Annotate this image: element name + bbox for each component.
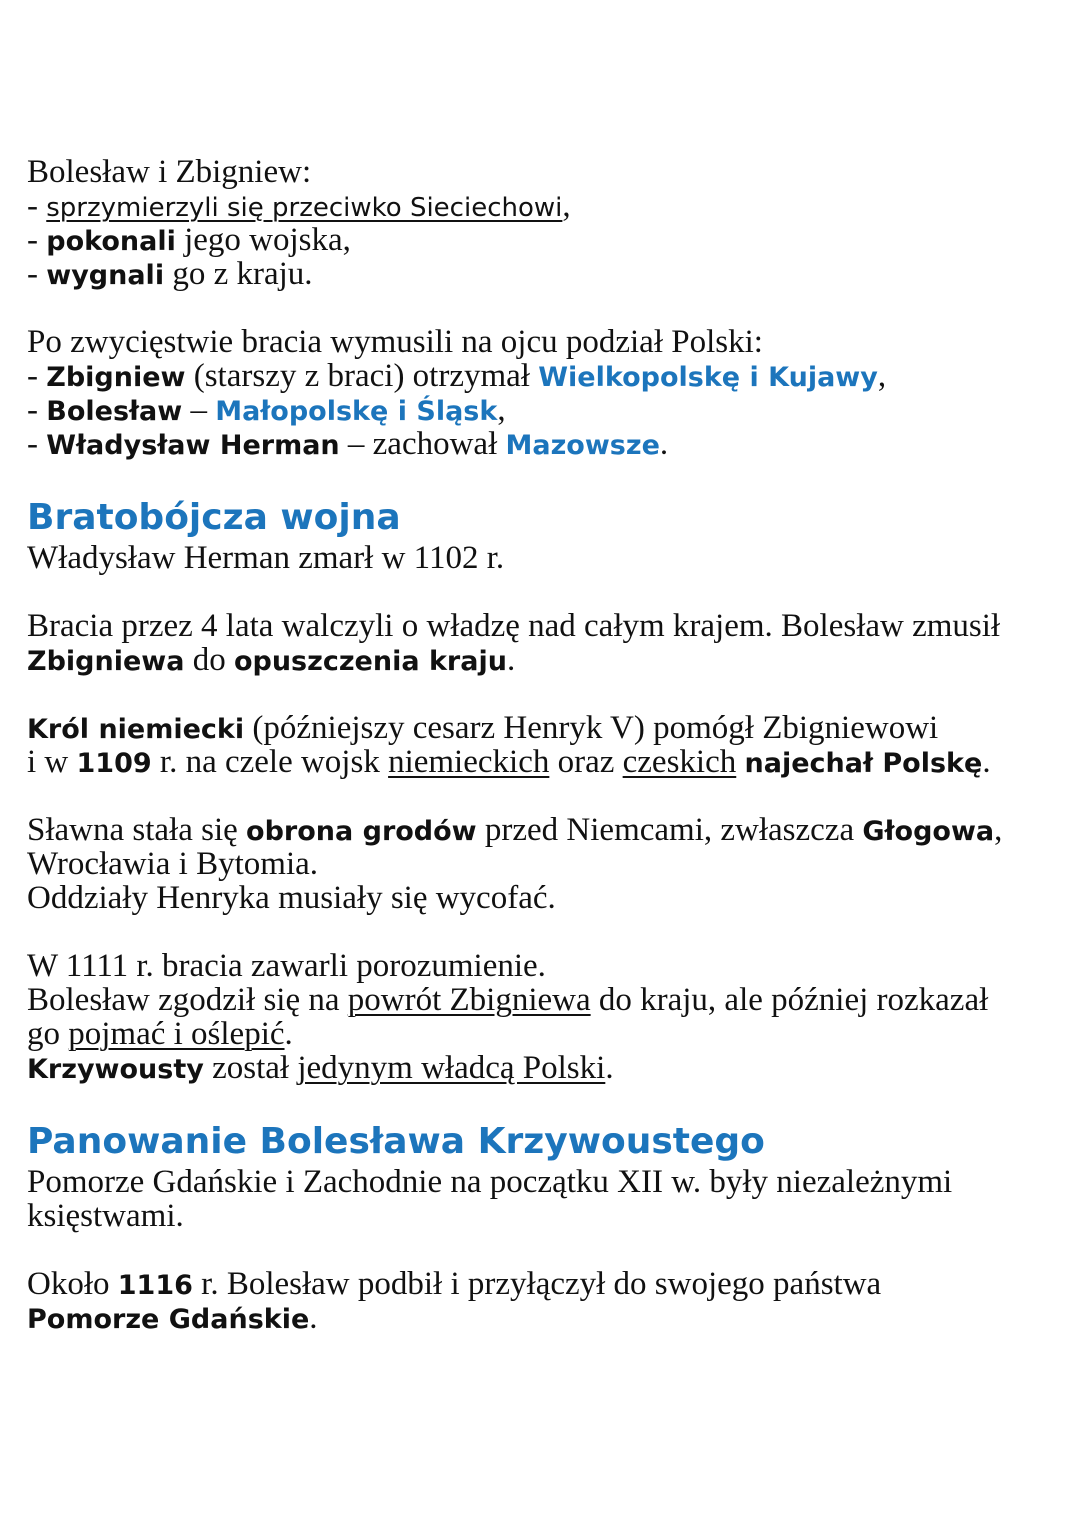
text-line	[27, 813, 1080, 847]
text: go	[27, 1016, 69, 1052]
blank-line	[27, 677, 1080, 711]
text: .	[309, 1300, 318, 1336]
text-line: W 1111 r. bracia zawarli porozumienie.	[27, 948, 546, 984]
bold-text: 1116	[117, 1270, 193, 1301]
text: r. Bolesław podbił i przyłączył do swojego państwa	[192, 1266, 882, 1302]
text-line	[27, 223, 1080, 257]
list-dash: -	[27, 188, 47, 224]
text-line: księstwami.	[27, 1198, 184, 1234]
text: ,	[877, 358, 887, 394]
list-dash: -	[27, 392, 47, 428]
text-line	[27, 1267, 1080, 1301]
text: (starszy z braci) otrzymał	[185, 358, 539, 394]
text: .	[605, 1050, 614, 1086]
bold-text: obrona grodów	[246, 816, 477, 847]
text: Sławna stała się	[27, 812, 247, 848]
blank-line	[27, 915, 1080, 949]
bold-text: 1109	[76, 748, 152, 779]
text: ,	[497, 392, 506, 428]
blank-line	[27, 461, 1080, 495]
highlighted-region: Małopolskę i Śląsk	[215, 396, 498, 427]
section-heading: Panowanie Bolesława Krzywoustego	[27, 1121, 765, 1162]
text: r. na czele wojsk	[151, 744, 389, 780]
section-heading: Bratobójcza wojna	[27, 497, 401, 538]
text: go z kraju.	[164, 256, 313, 292]
text: przed Niemcami, zwłaszcza	[476, 812, 863, 848]
text-line: Po zwycięstwie bracia wymusili na ojcu podział Polski:	[27, 324, 763, 360]
bold-text: Krzywousty	[27, 1054, 204, 1085]
text: Około	[27, 1266, 118, 1302]
highlighted-region: Mazowsze	[505, 430, 660, 461]
blank-line	[27, 1233, 1080, 1267]
text-line	[27, 427, 1080, 461]
text: do	[184, 642, 234, 678]
underlined-text: powrót Zbigniewa	[347, 982, 591, 1018]
bold-text: Zbigniew	[46, 362, 186, 393]
text: .	[284, 1016, 293, 1052]
text: jego wojska,	[175, 222, 351, 258]
text-line	[27, 359, 1080, 393]
text-line	[27, 1051, 1080, 1085]
text-line: Oddziały Henryka musiały się wycofać.	[27, 880, 556, 916]
bold-text: najechał Polskę	[744, 748, 983, 779]
blank-line	[27, 291, 1080, 325]
text-line	[27, 257, 1080, 291]
text: –	[182, 392, 216, 428]
bold-text: pokonali	[46, 226, 176, 257]
list-dash: -	[27, 222, 47, 258]
blank-line	[27, 779, 1080, 813]
bold-text: Bolesław	[46, 396, 183, 427]
text-line	[27, 1301, 1080, 1335]
blank-line	[27, 575, 1080, 609]
highlighted-region: Wielkopolskę i Kujawy	[538, 362, 878, 393]
text-line: Bracia przez 4 lata walczyli o władzę nad całym krajem. Bolesław zmusił	[27, 608, 1001, 644]
text: .	[506, 642, 516, 678]
text-line	[27, 393, 1080, 427]
text: ,	[994, 812, 1003, 848]
text: Bolesław zgodził się na	[27, 982, 348, 1018]
text-line	[27, 983, 1080, 1017]
text	[736, 744, 744, 780]
section-brothers-alliance	[27, 155, 1080, 495]
bold-text: Pomorze Gdańskie	[27, 1304, 310, 1335]
text: oraz	[549, 744, 623, 780]
text-line: Władysław Herman zmarł w 1102 r.	[27, 540, 505, 576]
underlined-text: pojmać i oślepić	[68, 1016, 285, 1052]
section-fratricidal-war	[27, 495, 1080, 1119]
bold-text: Zbigniewa	[27, 646, 185, 677]
text: .	[982, 744, 991, 780]
text-line: Bolesław i Zbigniew:	[27, 154, 312, 190]
text-line	[27, 1017, 1080, 1051]
text-line	[27, 711, 1080, 745]
section-reign	[27, 1119, 1080, 1335]
text: do kraju, ale później rozkazał	[590, 982, 989, 1018]
bold-text: Władysław Herman	[46, 430, 340, 461]
bold-text: opuszczenia kraju	[233, 646, 507, 677]
text-line	[27, 643, 1080, 677]
text-line	[27, 189, 1080, 223]
text-line	[27, 745, 1080, 779]
blank-line	[27, 1085, 1080, 1119]
underlined-text: niemieckich	[388, 744, 550, 780]
bold-text: Głogowa	[862, 816, 995, 847]
text: i w	[27, 744, 77, 780]
list-dash: -	[27, 358, 47, 394]
list-dash: -	[27, 426, 47, 462]
list-dash: -	[27, 256, 47, 292]
text: został	[203, 1050, 298, 1086]
underlined-text: jedynym władcą Polski	[297, 1050, 606, 1086]
text: .	[659, 426, 669, 462]
text: – zachował	[339, 426, 506, 462]
bold-text: wygnali	[46, 260, 165, 291]
bold-text: Król niemiecki	[27, 714, 245, 745]
text: (późniejszy cesarz Henryk V) pomógł Zbigniewowi	[244, 710, 939, 746]
text: ,	[562, 188, 571, 224]
underlined-text: sprzymierzyli się przeciwko Sieciechowi	[46, 193, 563, 223]
text-line: Pomorze Gdańskie i Zachodnie na początku XII w. były niezależnymi	[27, 1164, 953, 1200]
text-line: Wrocławia i Bytomia.	[27, 846, 319, 882]
underlined-text: czeskich	[622, 744, 737, 780]
